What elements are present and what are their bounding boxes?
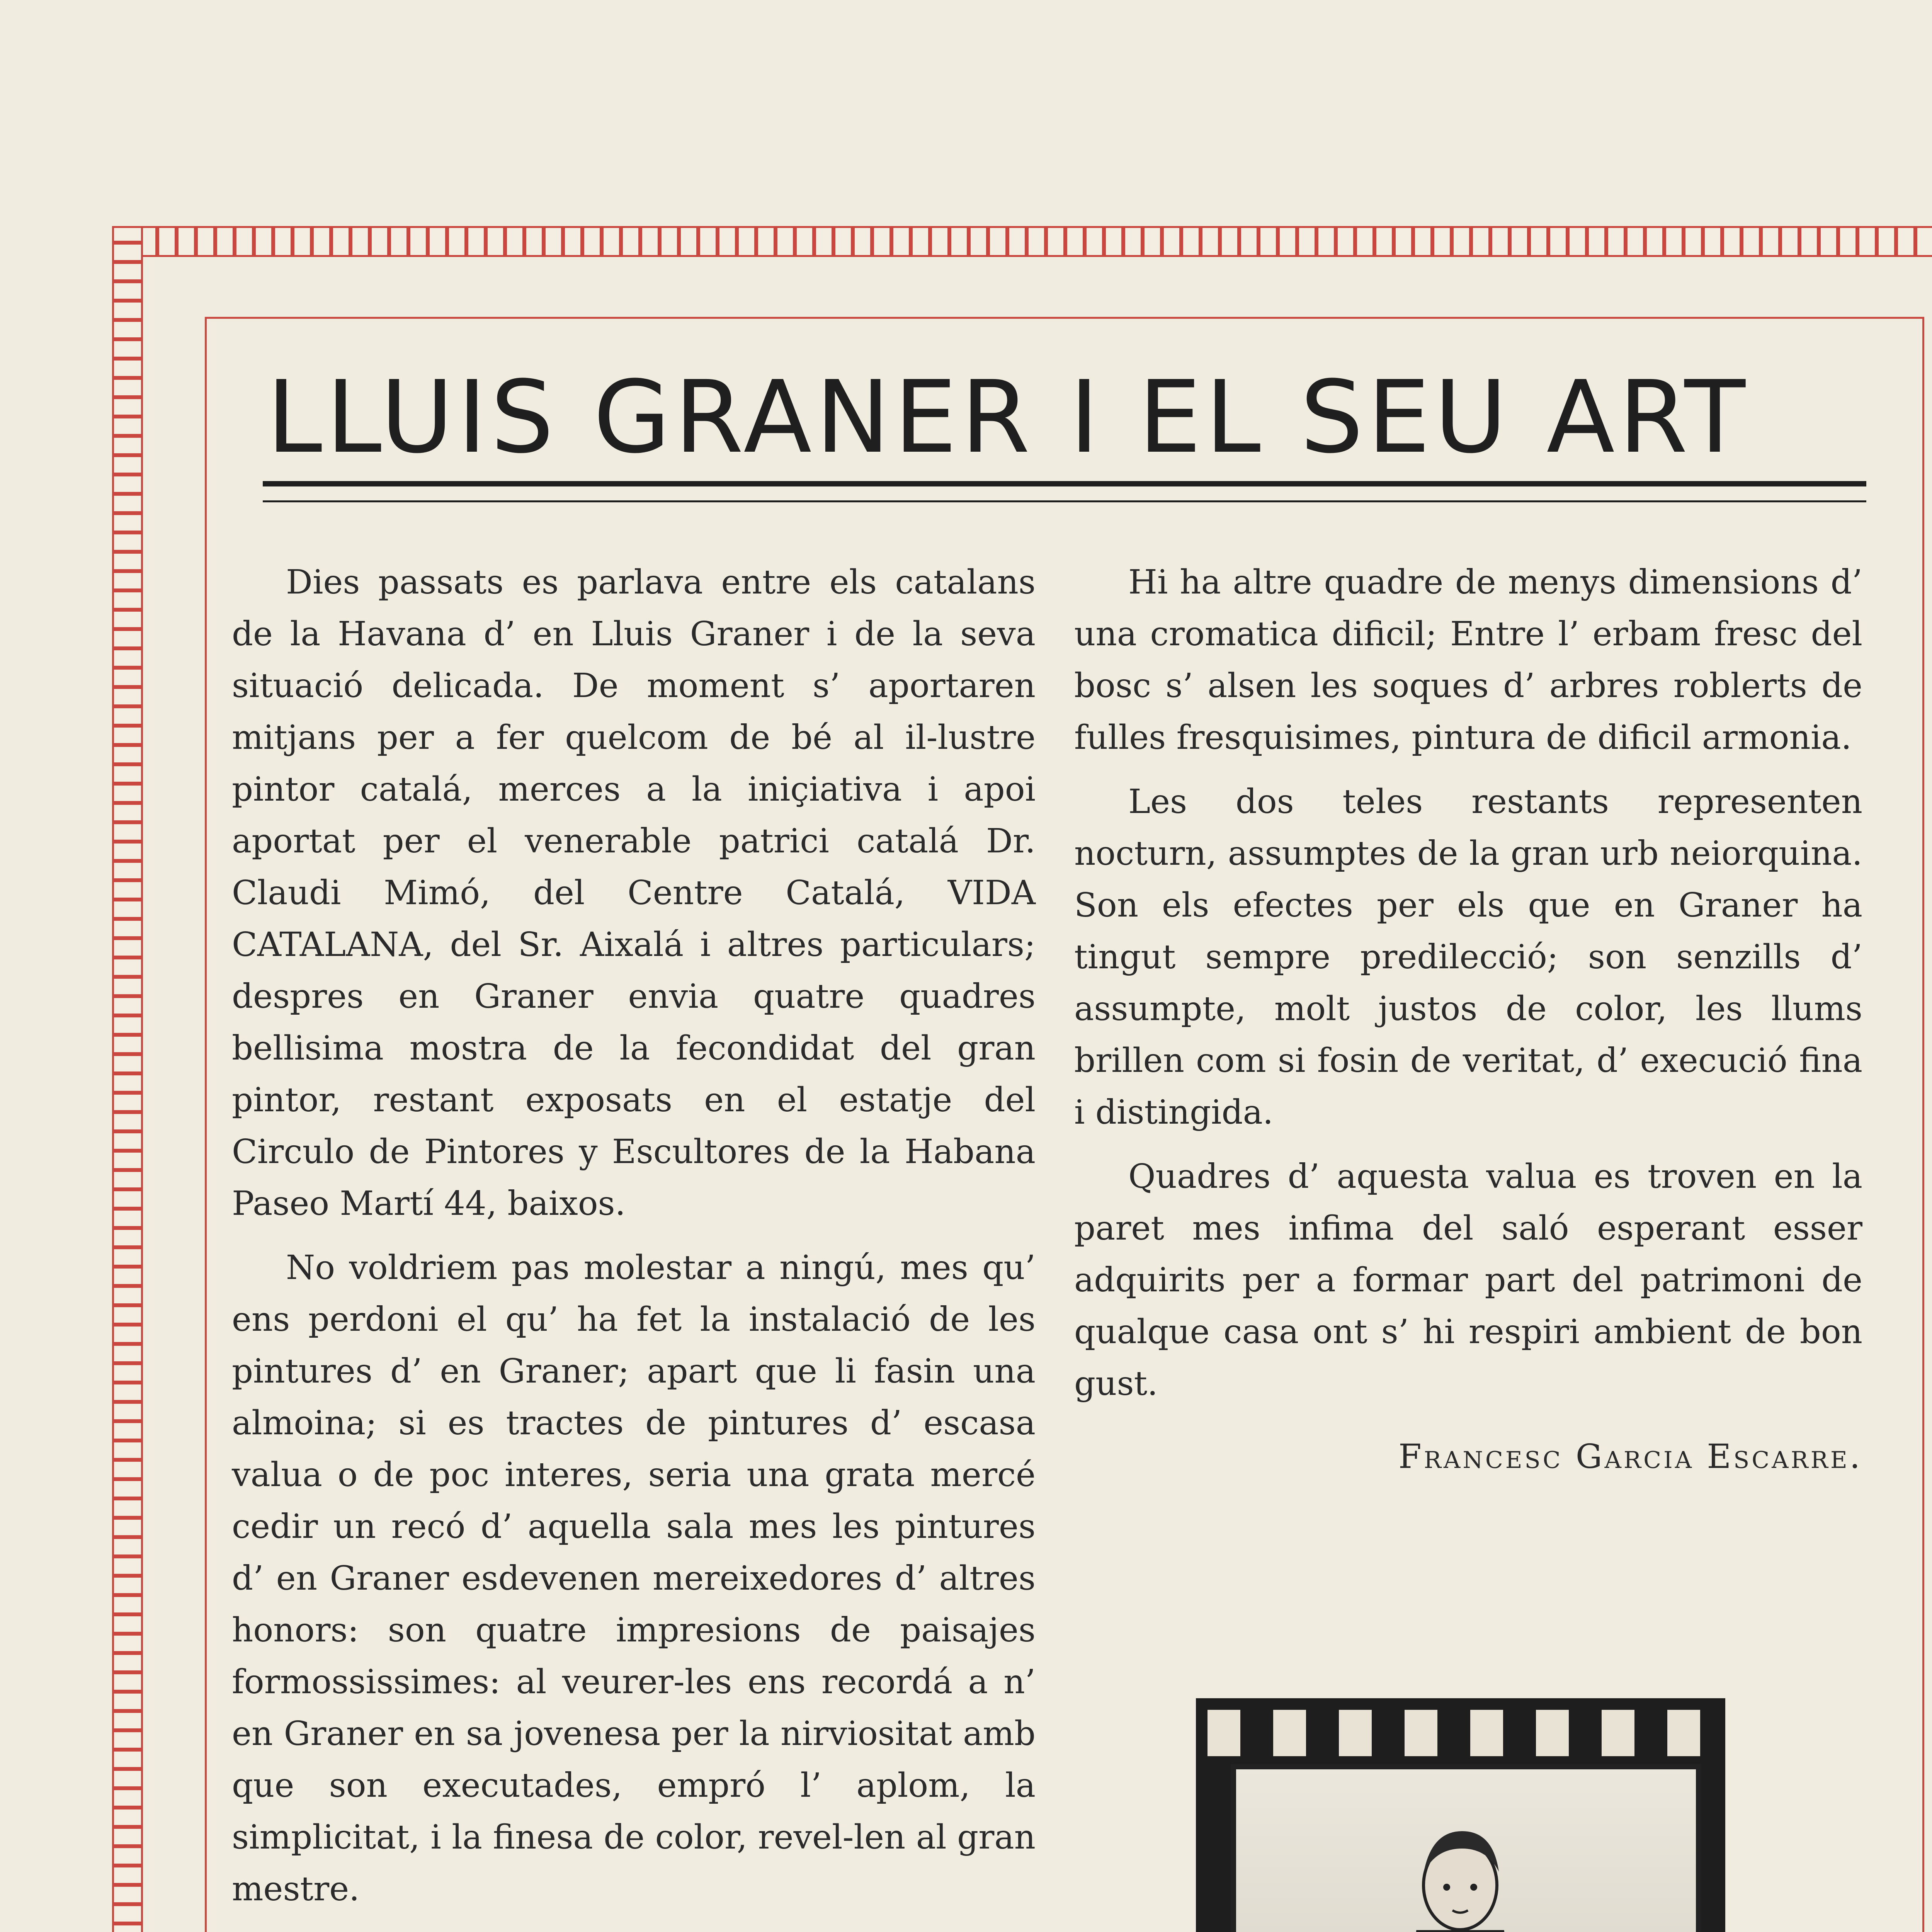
paragraph: Quadres d’ aquesta valua es troven en la paret mes infima del saló esperant esser adquirits per a formar part del patrimoni de qualque casa ont s’ hi respiri ambient de bon gust.	[1074, 1157, 1862, 1403]
inner-frame-right	[1922, 317, 1924, 1932]
poster-frame	[1231, 1764, 1701, 1932]
ornamental-border-top	[112, 226, 1932, 257]
article-title: LLUIS GRANER I EL SEU ART	[267, 359, 1749, 475]
paragraph: Les dos teles restants representen nocturn, assumptes de la gran urb neiorquina. Son els efectes per els que en Graner ha tingut sempre predilecció; son senzills d’ assumpte, molt justos de color, les llums brillen com si fosin de veritat, d’ execució fina i distingida.	[1074, 782, 1862, 1132]
ornamental-border-left	[112, 226, 143, 1932]
article-column-right	[1074, 556, 1862, 1495]
inner-frame-left	[205, 317, 207, 1932]
boy-figure-icon	[1236, 1769, 1685, 1932]
poster-stripe-top	[1208, 1710, 1714, 1756]
poster-boy-illustration	[1236, 1769, 1696, 1932]
title-rule-thin	[263, 500, 1866, 502]
paragraph: Hi ha altre quadre de menys dimensions d’ una cromatica dificil; Entre l’ erbam fresc del bosc s’ alsen les soques d’ arbres roblerts de fulles fresquisimes, pintura de dificil armonia.	[1074, 563, 1862, 757]
poster-image	[1196, 1698, 1725, 1932]
inner-frame-top	[205, 317, 1924, 319]
title-rule-thick	[263, 481, 1866, 486]
paragraph	[232, 1927, 1036, 1932]
author-signature: Francesc Garcia Escarre.	[1398, 1437, 1862, 1476]
paragraph: No voldriem pas molestar a ningú, mes qu’ ens perdoni el qu’ ha fet la instalació de les pintures d’ en Graner; apart que li fasin una almoina; si es tractes de pintures d’ escasa valua o de poc interes, seria una grata mercé cedir un recó d’ aquella sala mes les pintures d’ en Graner esdevenen mereixedores d’ altres honors: son quatre impresions de paisajes formossissimes: al veurer-les ens recordá a n’ en Graner en sa jovenesa per la nirviositat amb que son executades, empró l’ aplom, la simplicitat, i la finesa de color, revel-len al gran mestre.	[232, 1248, 1036, 1908]
article-column-left	[232, 556, 1036, 1932]
paragraph: Dies passats es parlava entre els catalans de la Havana d’ en Lluis Graner i de la seva situació delicada. De moment s’ aportaren mitjans per a fer quelcom de bé al il-lustre pintor catalá, merces a la iniçiativa i apoi aportat per el venerable patrici catalá Dr. Claudi Mimó, del Centre Catalá, VIDA CATALANA, del Sr. Aixalá i altres particulars; despres en Graner envia quatre quadres bellisima mostra de la fecondidat del gran pintor, restant exposats en el estatje del Circulo de Pintores y Escultores de la Habana Paseo Martí 44, baixos.	[232, 563, 1036, 1223]
